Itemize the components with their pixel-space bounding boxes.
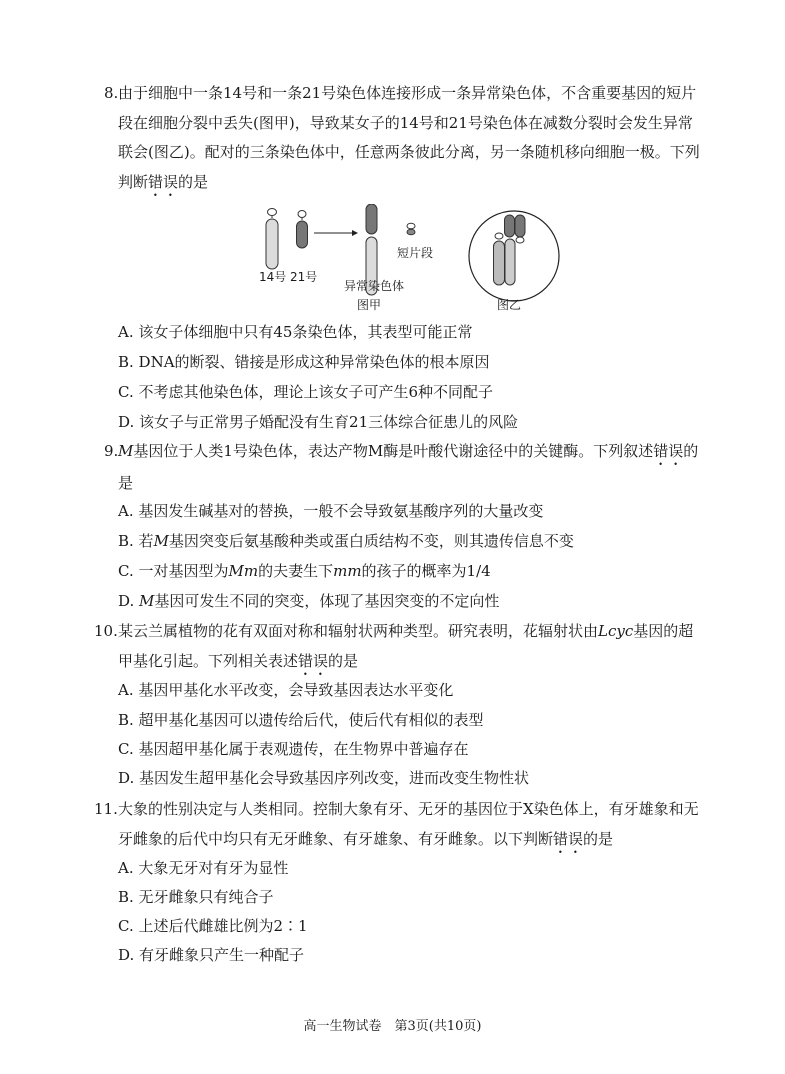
- q8-option-b: B. DNA的断裂、错接是形成这种异常染色体的根本原因: [118, 353, 490, 371]
- question-stem: M基因位于人类1号染色体，表达产物M酶是叶酸代谢途径中的关键酶。下列叙述错误的是: [118, 442, 699, 492]
- question-number: 8.: [104, 84, 119, 102]
- q8-option-c: C. 不考虑其他染色体，理论上该女子可产生6种不同配子: [118, 383, 494, 401]
- q9-option-c: C. 一对基因型为Mm的夫妻生下mm的孩子的概率为1/4: [118, 562, 491, 580]
- q11-option-c: C. 上述后代雌雄比例为2∶1: [118, 917, 308, 935]
- question-8: [104, 79, 704, 200]
- question-number: 11.: [94, 800, 118, 818]
- q10-option-b: B. 超甲基化基因可以遗传给后代，使后代有相似的表型: [118, 711, 484, 729]
- cell-circle: [469, 211, 559, 301]
- page-footer: 高一生物试卷 第3页(共10页): [303, 1019, 482, 1034]
- q9-option-a: A. 基因发生碱基对的替换，一般不会导致氨基酸序列的大量改变: [118, 502, 544, 520]
- q8-option-a: A. 该女子体细胞中只有45条染色体，其表型可能正常: [118, 323, 473, 341]
- arrow-icon: [314, 230, 358, 236]
- emphasis-mark: 错误: [553, 829, 584, 848]
- q11-option-d: D. 有牙雌象只产生一种配子: [118, 946, 305, 964]
- label-abnormal-chromosome: 异常染色体: [344, 279, 405, 293]
- chromosome-14: [266, 209, 278, 270]
- short-fragment: [407, 223, 415, 235]
- q10-option-c: C. 基因超甲基化属于表观遗传，在生物界中普遍存在: [118, 740, 469, 758]
- question-stem: 某云兰属植物的花有双面对称和辐射状两种类型。研究表明，花辐射状由Lcyc基因的超甲基化引起。下列相关表述错误的是: [118, 622, 694, 670]
- caption-figure-a: 图甲: [357, 298, 382, 312]
- label-short-fragment: 短片段: [397, 246, 434, 260]
- chromosome-21: [297, 211, 308, 249]
- question-number: 10.: [94, 622, 118, 640]
- question-9: [104, 437, 704, 499]
- question-number: 9.: [104, 442, 119, 460]
- q9-option-b: B. 若M基因突变后氨基酸种类或蛋白质结构不变，则其遗传信息不变: [118, 532, 574, 550]
- question-10: [94, 617, 704, 679]
- question-stem: 由于细胞中一条14号和一条21号染色体连接形成一条异常染色体，不含重要基因的短片段在细胞分裂中丢失(图甲)，导致某女子的14号和21号染色体在减数分裂时会发生异常联会(图乙)。配对的三条染色体中，任意两条彼此分离，另一条随机移向细胞一极。下列判断错误的是: [118, 84, 700, 191]
- q11-option-b: B. 无牙雌象只有纯合子: [118, 888, 274, 906]
- chromosome-figure: [250, 204, 560, 316]
- emphasis-mark: 错误: [653, 442, 684, 460]
- caption-figure-b: 图乙: [497, 298, 522, 312]
- q11-option-a: A. 大象无牙对有牙为显性: [118, 859, 289, 877]
- q9-option-d: D. M基因可发生不同的突变，体现了基因突变的不定向性: [118, 592, 500, 610]
- q8-option-d: D. 该女子与正常男子婚配没有生育21三体综合征患儿的风险: [118, 413, 519, 431]
- emphasis-mark: 错误: [148, 172, 179, 191]
- question-stem: 大象的性别决定与人类相同。控制大象有牙、无牙的基因位于X染色体上，有牙雄象和无牙雌象的后代中均只有无牙雌象、有牙雄象、有牙雌象。以下判断错误的是: [118, 800, 699, 848]
- label-21: 21号: [290, 270, 318, 284]
- question-11: [94, 795, 704, 857]
- q10-option-d: D. 基因发生超甲基化会导致基因序列改变，进而改变生物性状: [118, 769, 530, 787]
- label-14: 14号: [259, 270, 287, 284]
- q10-option-a: A. 基因甲基化水平改变，会导致基因表达水平变化: [118, 681, 454, 699]
- emphasis-mark: 错误: [298, 651, 329, 670]
